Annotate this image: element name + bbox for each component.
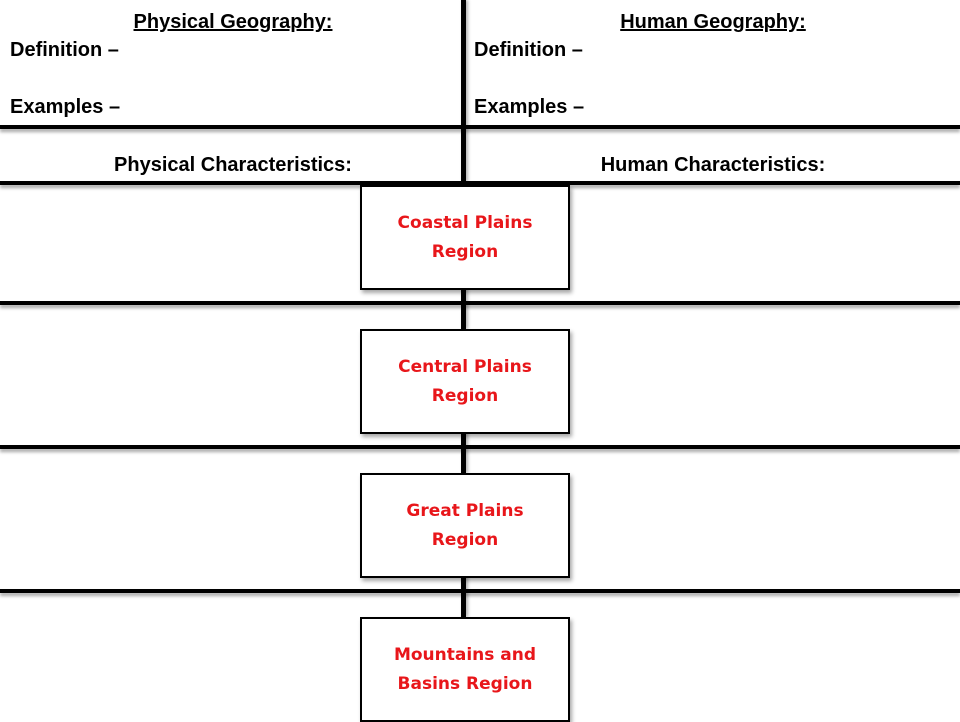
- human-geography-title: Human Geography:: [620, 11, 806, 33]
- region-label: Central Plains Region: [398, 356, 532, 406]
- physical-definition-label: Definition –: [10, 39, 119, 61]
- human-examples-label: Examples –: [474, 96, 585, 118]
- rule-row-2: [0, 445, 960, 449]
- rule-row-3: [0, 589, 960, 593]
- region-label: Great Plains Region: [406, 500, 524, 550]
- region-box-coastal-plains: [360, 185, 570, 290]
- region-label: Mountains and Basins Region: [393, 644, 537, 694]
- rule-below-definitions: [0, 125, 960, 129]
- connector-3: [461, 575, 466, 617]
- region-box-mountains-and-basins: [360, 617, 570, 722]
- physical-characteristics-heading: Physical Characteristics:: [114, 154, 352, 176]
- connector-1: [461, 287, 466, 329]
- human-characteristics-heading: Human Characteristics:: [600, 154, 826, 176]
- physical-examples-label: Examples –: [10, 96, 121, 118]
- region-box-central-plains: [360, 329, 570, 434]
- region-box-great-plains: [360, 473, 570, 578]
- connector-2: [461, 431, 466, 473]
- physical-geography-title: Physical Geography:: [133, 11, 333, 33]
- rule-row-1: [0, 301, 960, 305]
- human-definition-label: Definition –: [474, 39, 583, 61]
- region-label: Coastal Plains Region: [397, 212, 533, 262]
